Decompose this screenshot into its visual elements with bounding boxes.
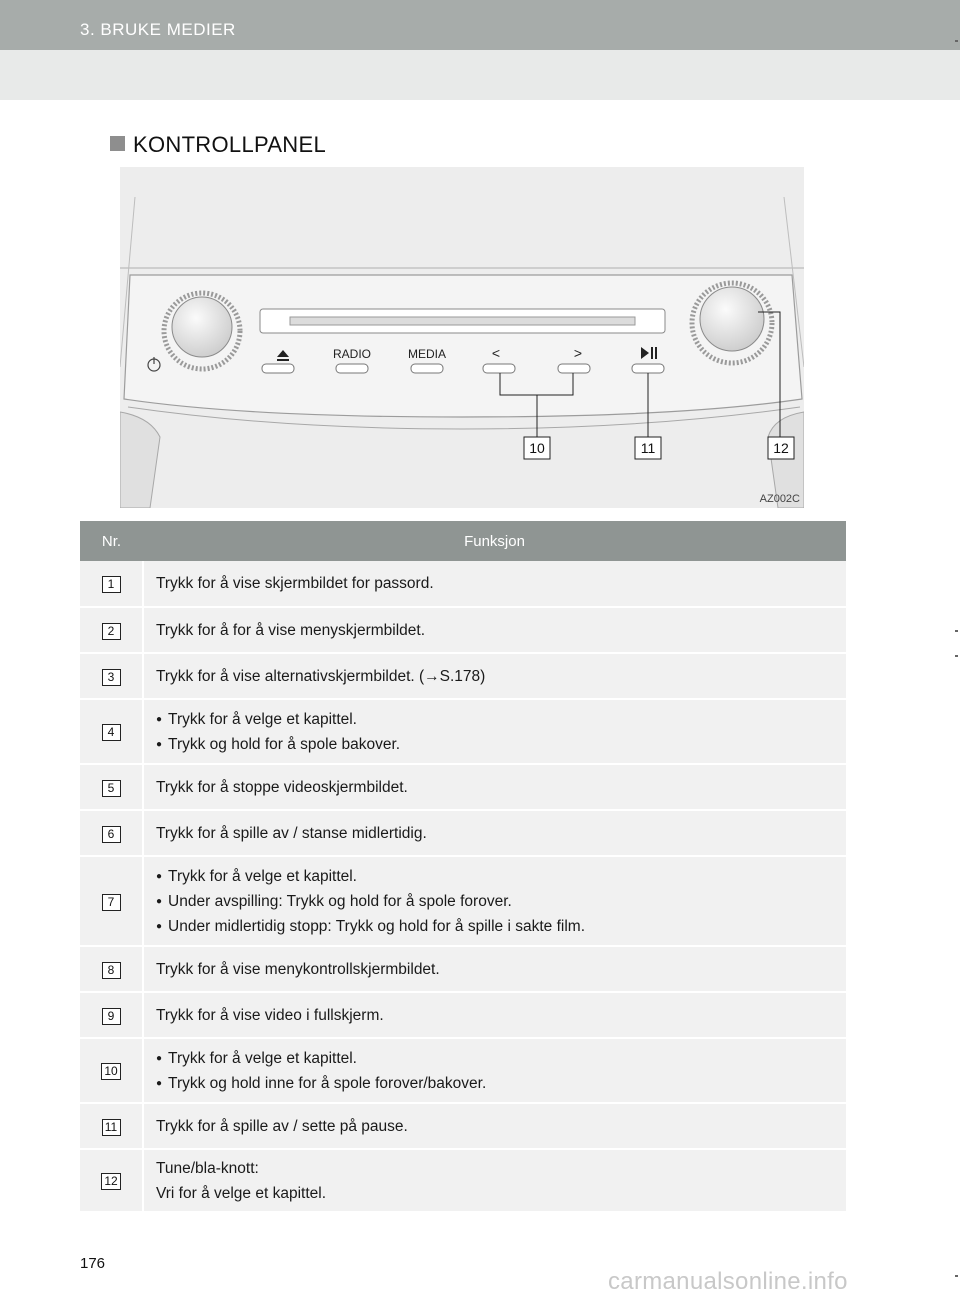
control-panel-figure: [120, 167, 804, 508]
next-button: [558, 364, 590, 373]
header-band: [0, 50, 960, 100]
row-function: Trykk for å for å vise menyskjermbildet.: [143, 607, 846, 653]
row-number: 6: [102, 826, 121, 843]
play-pause-button: [632, 364, 664, 373]
header-function: Funksjon: [143, 521, 846, 561]
bullet-item: ● Trykk og hold for å spole bakover.: [156, 732, 834, 757]
margin-mark: [955, 630, 958, 632]
table-row: [80, 1149, 846, 1212]
table-row: [80, 1038, 846, 1103]
bullet-item: ● Trykk og hold inne for å spole forover/bakover.: [156, 1071, 834, 1096]
row-number: 8: [102, 962, 121, 979]
bullet-item: ● Trykk for å velge et kapittel.: [156, 864, 834, 889]
row-function: [143, 1038, 846, 1103]
row-function: Trykk for å vise alternativskjermbildet. (→S.178): [143, 653, 846, 699]
figure-code: AZ002C: [759, 493, 800, 505]
table-row: [80, 699, 846, 764]
section-heading: [110, 132, 326, 158]
row-function: Trykk for å vise video i fullskjerm.: [143, 992, 846, 1038]
radio-button: [336, 364, 368, 373]
radio-label: RADIO: [332, 347, 372, 361]
table-row: [80, 653, 846, 699]
callout-12: 12: [773, 440, 789, 456]
row-number: 5: [102, 780, 121, 797]
row-function: Trykk for å stoppe videoskjermbildet.: [143, 764, 846, 810]
prev-button: [483, 364, 515, 373]
row-number: 4: [102, 724, 121, 741]
table-row: [80, 1103, 846, 1149]
table-row: [80, 810, 846, 856]
table-row: [80, 946, 846, 992]
row-number: 10: [101, 1063, 120, 1080]
table-row: [80, 992, 846, 1038]
media-label: MEDIA: [407, 347, 447, 361]
eject-button: [262, 364, 294, 373]
bullet-item: ● Trykk for å velge et kapittel.: [156, 707, 834, 732]
heading-square-icon: [110, 136, 125, 151]
callout-10: 10: [529, 440, 545, 456]
margin-mark: [955, 655, 958, 657]
bullet-item: ● Under avspilling: Trykk og hold for å spole forover.: [156, 889, 834, 914]
header-bar: [0, 0, 960, 50]
media-button: [411, 364, 443, 373]
table-header-row: [80, 521, 846, 561]
watermark: carmanualsonline.info: [608, 1268, 848, 1295]
margin-mark: [955, 40, 958, 42]
function-table: [80, 521, 846, 1213]
chapter-title: 3. BRUKE MEDIER: [80, 20, 236, 39]
table-row: [80, 607, 846, 653]
control-panel-illustration: [120, 167, 804, 508]
row-number: 9: [102, 1008, 121, 1025]
row-number: 3: [102, 669, 121, 686]
bullet-item: ● Trykk for å velge et kapittel.: [156, 1046, 834, 1071]
section-heading-text: KONTROLLPANEL: [133, 132, 326, 157]
row-function: [143, 699, 846, 764]
table-row: [80, 561, 846, 607]
page-number: 176: [80, 1255, 106, 1272]
row-number: 11: [102, 1119, 121, 1136]
table-row: [80, 856, 846, 946]
row-function: Trykk for å spille av / sette på pause.: [143, 1103, 846, 1149]
row-function: Trykk for å spille av / stanse midlertidig.: [143, 810, 846, 856]
row-number: 7: [102, 894, 121, 911]
prev-label: <: [491, 345, 501, 361]
callout-11: 11: [640, 440, 656, 456]
next-label: >: [573, 345, 583, 361]
row-function: Trykk for å vise menykontrollskjermbildet.: [143, 946, 846, 992]
row-function: [143, 856, 846, 946]
row-number: 12: [101, 1173, 120, 1190]
row-function: Tune/bla-knott: Vri for å velge et kapittel.: [143, 1149, 846, 1212]
row-function: Trykk for å vise skjermbildet for passord.: [143, 561, 846, 607]
row-number: 1: [102, 576, 121, 593]
row-number: 2: [102, 623, 121, 640]
bullet-item: ● Under midlertidig stopp: Trykk og hold for å spille i sakte film.: [156, 914, 834, 939]
table-row: [80, 764, 846, 810]
margin-mark: [955, 1275, 958, 1277]
header-number: Nr.: [80, 521, 143, 561]
